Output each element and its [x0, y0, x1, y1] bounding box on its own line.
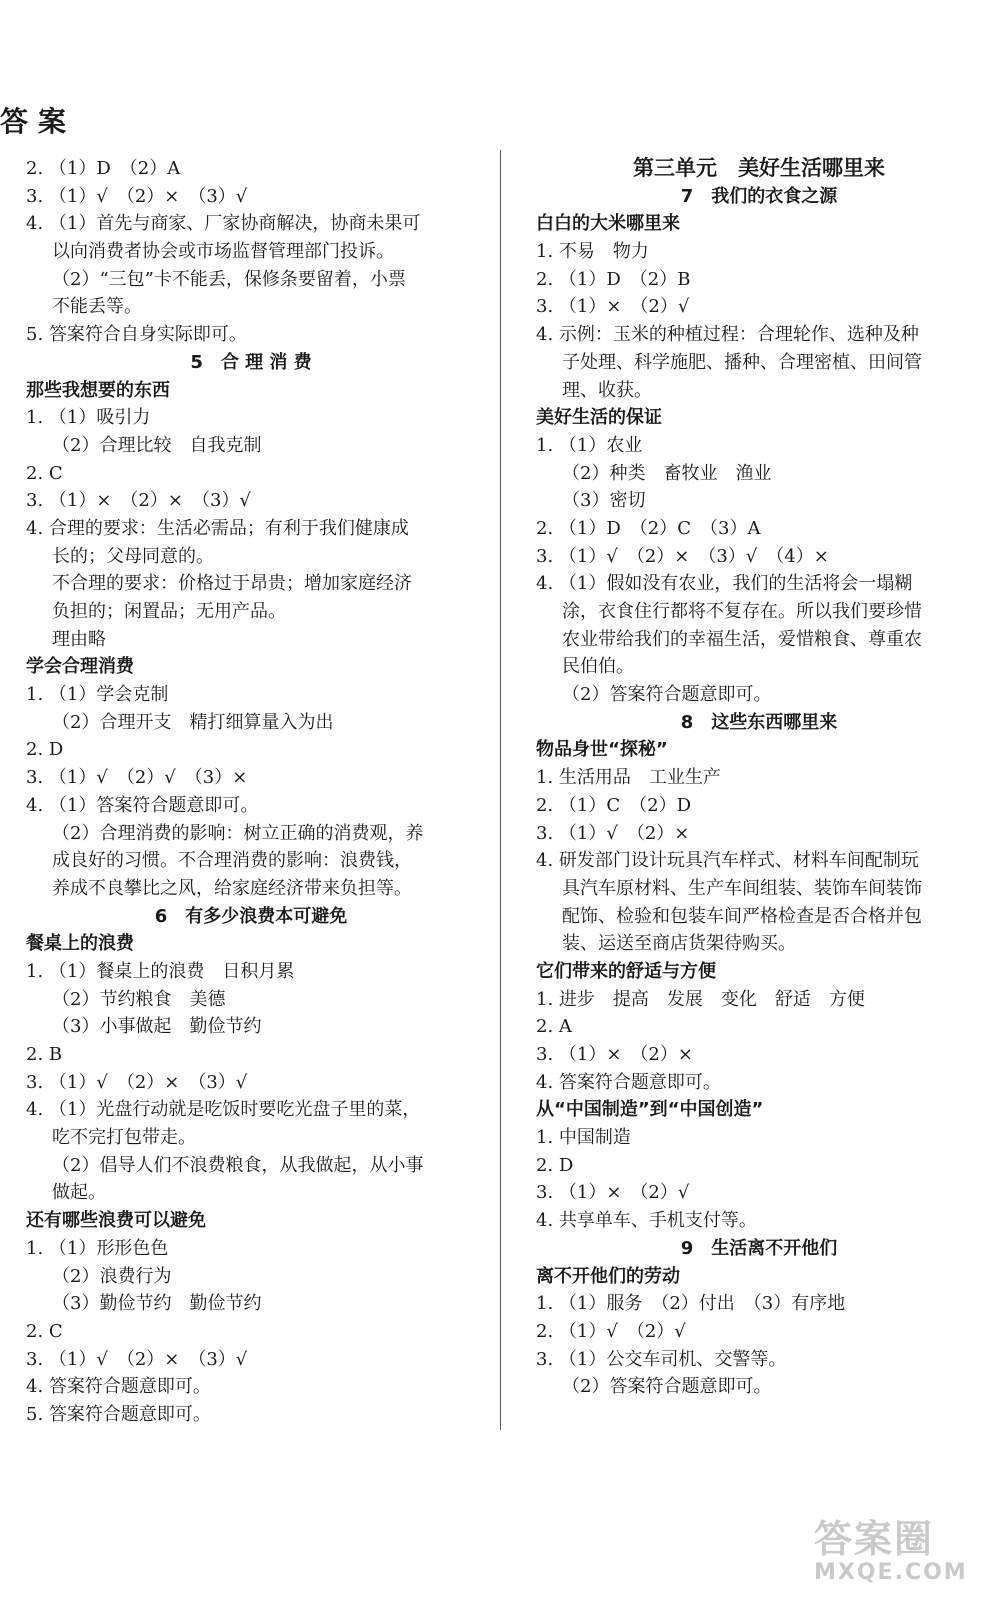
answer-item: 1. （1）农业 [536, 434, 643, 456]
answer-continuation: （2）“三包”卡不能丢，保修条要留着，小票 [52, 268, 406, 290]
answer-item: 2. （1）C （2）D [536, 794, 692, 816]
section-title: 从“中国制造”到“中国创造” [536, 1099, 764, 1121]
answer-item: 2. C [26, 1320, 63, 1342]
answer-item: 1. 进步 提高 发展 变化 舒适 方便 [536, 988, 865, 1010]
lesson-title: 5 合 理 消 费 [190, 351, 312, 373]
answer-continuation: 不能丢等。 [52, 296, 142, 318]
lesson-title: 7 我们的衣食之源 [680, 185, 838, 207]
answer-item: 2. B [26, 1044, 63, 1065]
answer-item: 3. （1）√ （2）× （3）√ [26, 185, 248, 207]
answer-item: 1. 生活用品 工业生产 [536, 767, 721, 789]
section-title: 学会合理消费 [26, 656, 134, 678]
answer-item: 4. 答案符合题意即可。 [536, 1071, 721, 1093]
answer-continuation: 吃不完打包带走。 [52, 1127, 196, 1149]
answer-item: 2. （1）√ （2）√ [536, 1320, 686, 1342]
answer-continuation: （2）合理消费的影响：树立正确的消费观，养 [52, 822, 424, 844]
answer-item: 2. A [536, 1016, 572, 1038]
answer-continuation: （2）答案符合题意即可。 [562, 684, 772, 706]
answer-item: 3. （1）× （2）√ [536, 1182, 690, 1204]
section-title: 白白的大米哪里来 [536, 213, 680, 235]
answer-item: 1. （1）形形色色 [26, 1237, 169, 1259]
answer-item: 3. （1）√ （2）× （3）√ （4）× [536, 545, 829, 567]
answer-continuation: 涂，衣食住行都将不复存在。所以我们要珍惜 [562, 601, 922, 622]
answer-continuation: 以向消费者协会或市场监督管理部门投诉。 [52, 241, 394, 263]
answer-item: 5. 答案符合自身实际即可。 [26, 324, 247, 346]
section-title: 还有哪些浪费可以避免 [26, 1210, 206, 1232]
answer-continuation: 理由略 [52, 628, 106, 650]
section-title: 餐桌上的浪费 [26, 933, 134, 955]
answer-continuation: 成良好的习惯。不合理消费的影响：浪费钱， [52, 850, 412, 872]
answer-item: 1. 不易 物力 [536, 241, 649, 263]
watermark-text: 答案圈 [814, 1517, 935, 1561]
answer-continuation: （2）倡导人们不浪费粮食，从我做起，从小事 [52, 1154, 424, 1176]
answer-item: 4. 答案符合题意即可。 [26, 1376, 211, 1398]
unit-title: 第三单元 美好生活哪里来 [633, 156, 885, 180]
answer-item: 4. （1）光盘行动就是吃饭时要吃光盘子里的菜， [26, 1099, 421, 1121]
section-title: 它们带来的舒适与方便 [536, 960, 716, 982]
section-title: 美好生活的保证 [536, 407, 662, 429]
answer-item: 3. （1）√ （2）× （3）√ [26, 1071, 248, 1093]
answer-item: 4. 共享单车、手机支付等。 [536, 1210, 757, 1232]
answer-item: 2. （1）D （2）C （3）A [536, 517, 761, 539]
answer-continuation: 具汽车原材料、生产车间组装、装饰车间装饰 [562, 877, 922, 899]
lesson-title: 9 生活离不开他们 [680, 1237, 838, 1259]
answer-continuation: 配饰、检验和包装车间严格检查是否合格并包 [562, 905, 922, 927]
page-header: 答案 [0, 105, 77, 138]
answer-item: 2. （1）D （2）A [26, 158, 181, 179]
answer-continuation: （2）合理开支 精打细算量入为出 [52, 711, 334, 733]
left-column [26, 155, 476, 1429]
answer-continuation: （3）小事做起 勤俭节约 [52, 1016, 262, 1038]
answer-item: 4. 合理的要求：生活必需品；有利于我们健康成 [26, 517, 409, 539]
answer-item: 5. 答案符合题意即可。 [26, 1403, 211, 1425]
answer-continuation: 不合理的要求：价格过于昂贵；增加家庭经济 [52, 573, 412, 595]
answer-continuation: 民伯伯。 [562, 656, 634, 678]
answer-item: 1. （1）餐桌上的浪费 日积月累 [26, 960, 295, 982]
answer-continuation: （2）节约粮食 美德 [52, 988, 226, 1010]
lesson-title: 8 这些东西哪里来 [680, 711, 838, 733]
answer-continuation: （2）合理比较 自我克制 [52, 434, 262, 456]
answer-continuation: 养成不良攀比之风，给家庭经济带来负担等。 [52, 877, 412, 899]
watermark-url: MXQE.COM [814, 1560, 968, 1585]
answer-item: 1. （1）学会克制 [26, 684, 169, 706]
answer-item: 2. D [536, 1154, 574, 1176]
answer-continuation: 子处理、科学施肥、播种、合理密植、田间管 [562, 351, 922, 373]
answer-continuation: 负担的；闲置品；无用产品。 [52, 601, 286, 622]
answer-item: 3. （1）√ （2）× （3）√ [26, 1348, 248, 1370]
answer-item: 3. （1）公交车司机、交警等。 [536, 1348, 787, 1370]
watermark-logo [814, 1518, 982, 1588]
answer-item: 1. 中国制造 [536, 1127, 631, 1149]
column-divider [500, 150, 501, 1430]
answer-continuation: 理、收获。 [562, 379, 652, 401]
answer-item: 4. （1）假如没有农业，我们的生活将会一塌糊 [536, 573, 913, 595]
answer-item: 4. 研发部门设计玩具汽车样式、材料车间配制玩 [536, 850, 919, 872]
answer-continuation: （2）浪费行为 [52, 1265, 172, 1287]
answer-item: 2. C [26, 462, 63, 484]
section-title: 物品身世“探秘” [536, 739, 668, 761]
lesson-title: 6 有多少浪费本可避免 [154, 905, 348, 927]
section-title: 那些我想要的东西 [26, 379, 170, 401]
answer-continuation: （3）勤俭节约 勤俭节约 [52, 1293, 262, 1315]
answer-continuation: 做起。 [52, 1182, 106, 1204]
answer-item: 2. D [26, 739, 64, 761]
answer-continuation: （2）答案符合题意即可。 [562, 1376, 772, 1398]
right-column [536, 155, 982, 1401]
answer-item: 3. （1）√ （2）× [536, 822, 690, 844]
answer-item: 1. （1）吸引力 [26, 407, 151, 429]
answer-continuation: 农业带给我们的幸福生活，爱惜粮食、尊重农 [562, 628, 922, 650]
answer-item: 3. （1）× （2）× [536, 1044, 693, 1065]
answer-item: 4. （1）答案符合题意即可。 [26, 794, 259, 816]
section-title: 离不开他们的劳动 [536, 1265, 680, 1287]
answer-item: 1. （1）服务 （2）付出 （3）有序地 [536, 1293, 846, 1315]
answer-item: 4. （1）首先与商家、厂家协商解决，协商未果可 [26, 213, 421, 235]
answer-item: 3. （1）× （2）× （3）√ [26, 490, 251, 512]
answer-item: 3. （1）× （2）√ [536, 296, 690, 318]
answer-item: 3. （1）√ （2）√ （3）× [26, 767, 248, 789]
answer-item: 4. 示例：玉米的种植过程：合理轮作、选种及种 [536, 324, 919, 346]
answer-continuation: （3）密切 [562, 490, 646, 512]
answer-continuation: （2）种类 畜牧业 渔业 [562, 462, 772, 484]
answer-item: 2. （1）D （2）B [536, 268, 691, 290]
answer-continuation: 装、运送至商店货架待购买。 [562, 933, 796, 955]
answer-continuation: 长的；父母同意的。 [52, 545, 214, 567]
